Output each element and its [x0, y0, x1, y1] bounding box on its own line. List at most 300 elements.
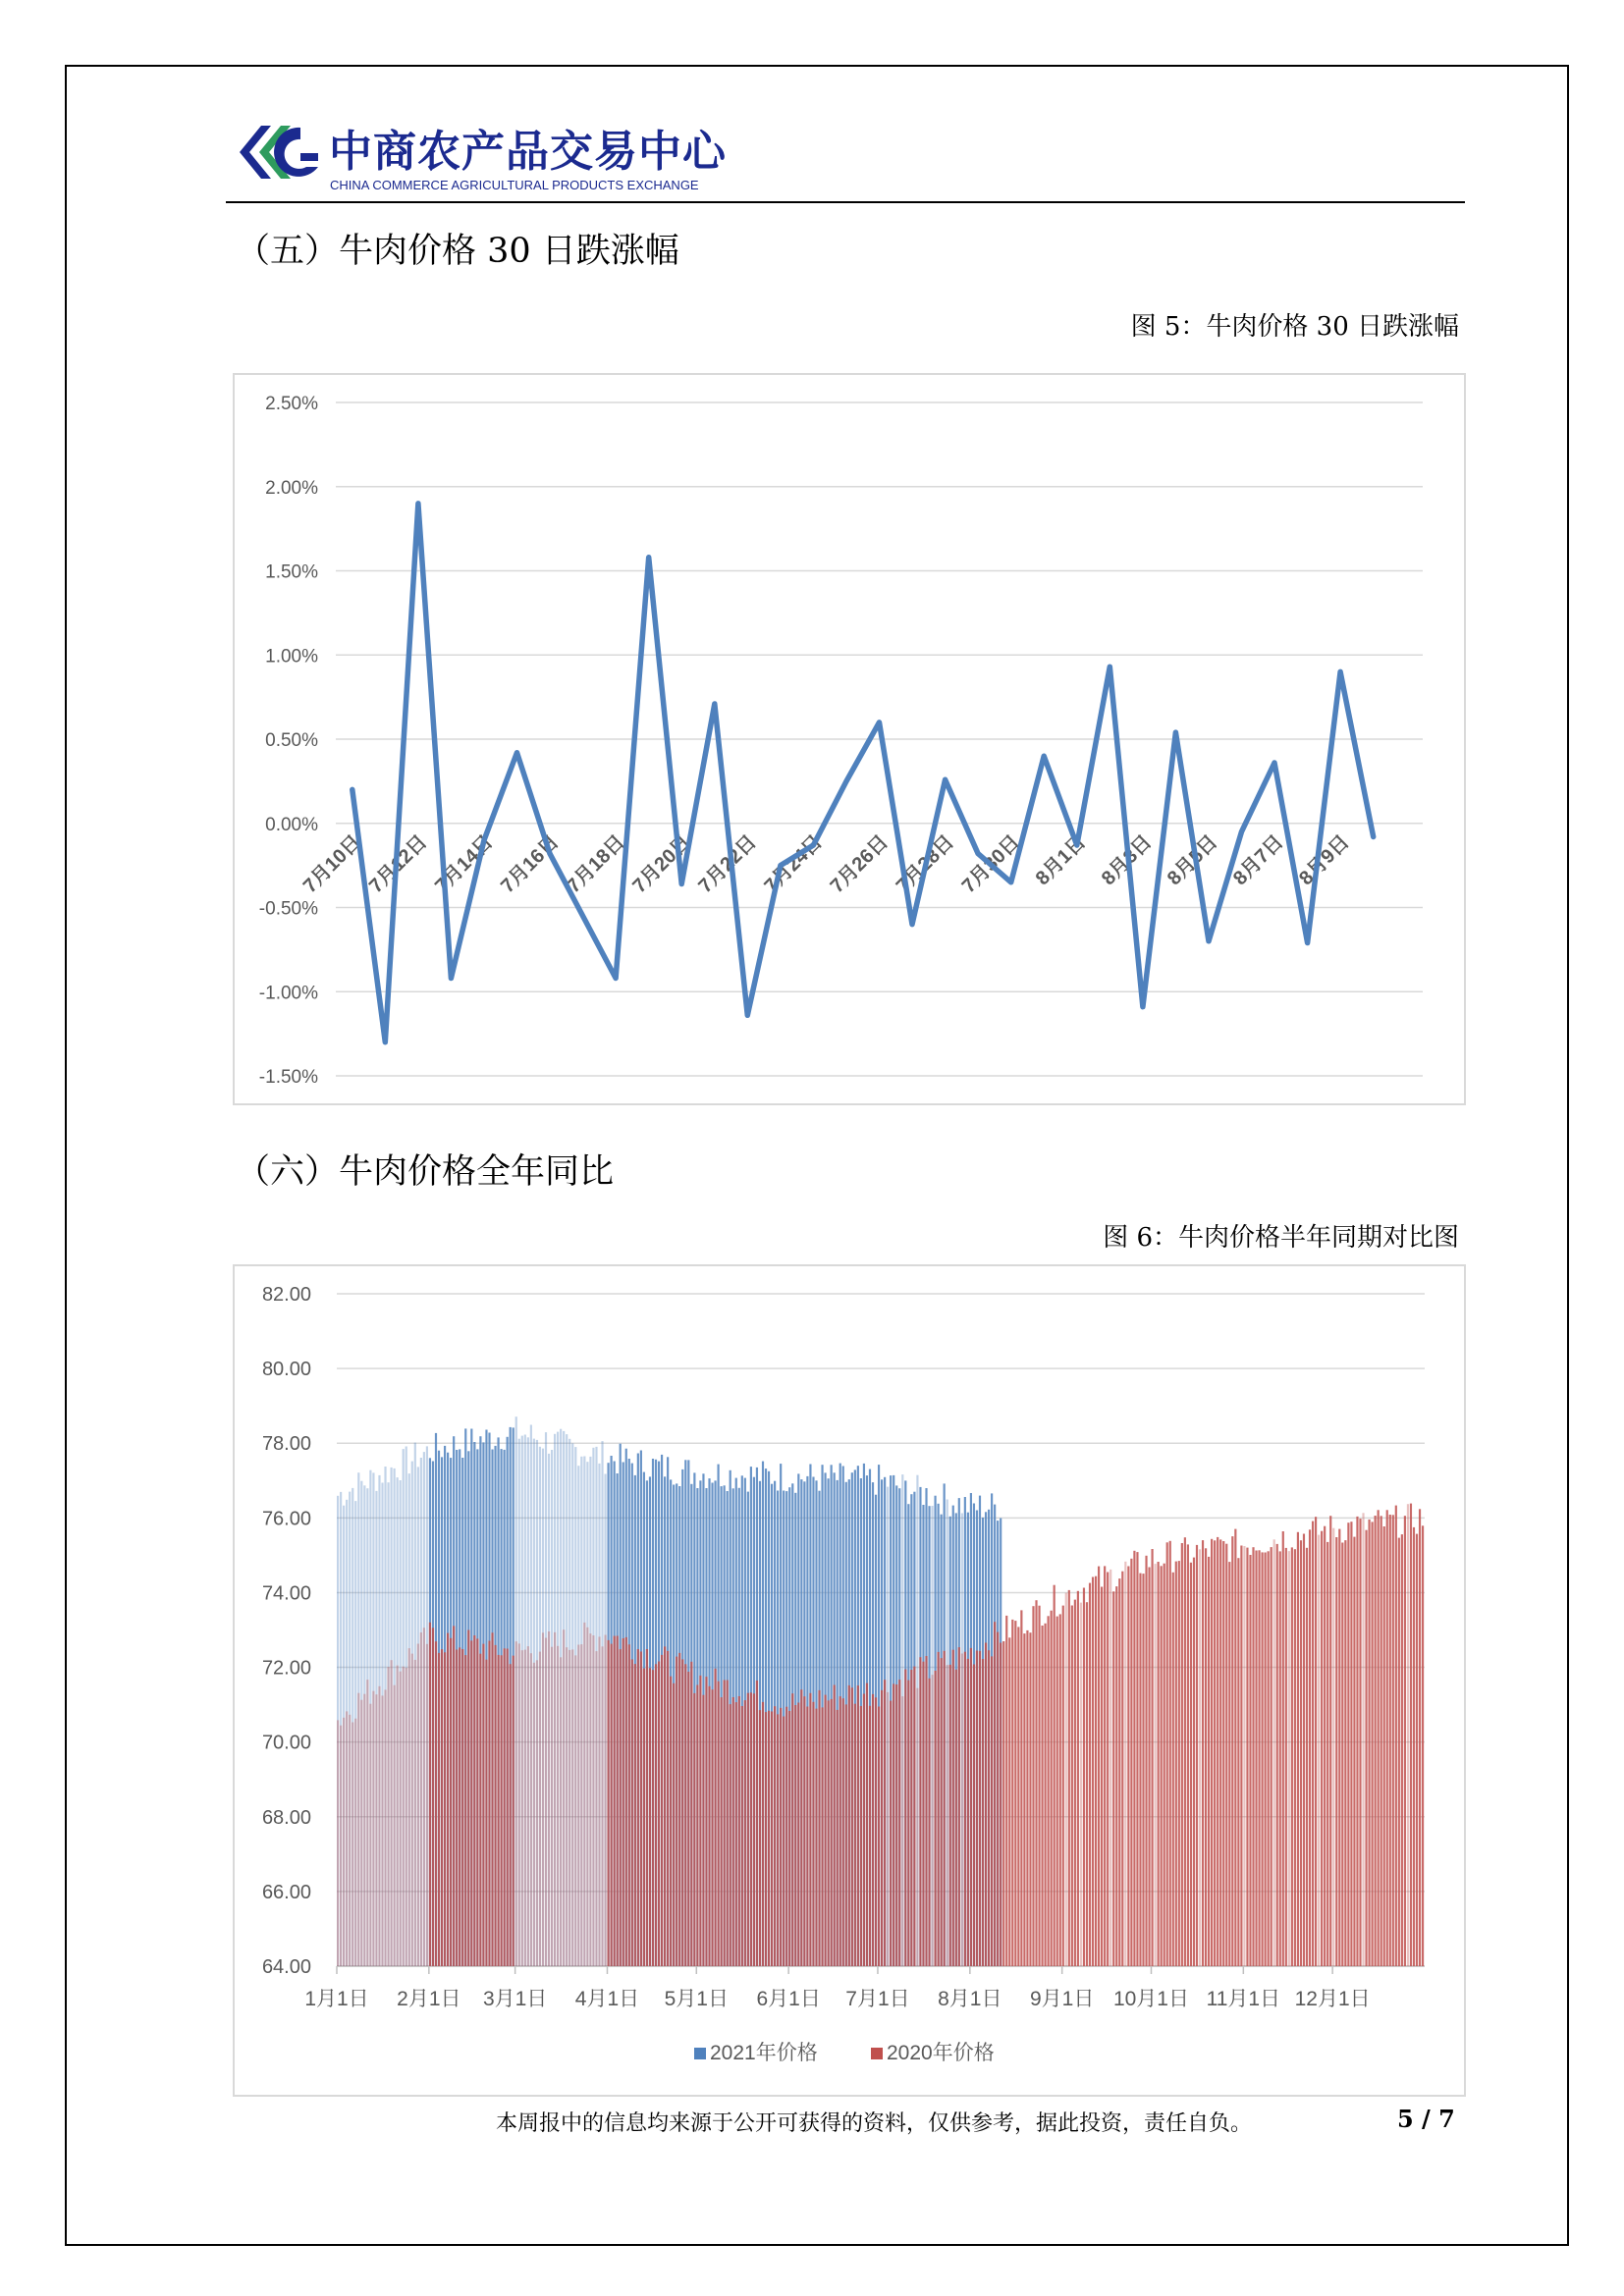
legend-label: 2021年价格: [710, 2042, 818, 2064]
bar: [375, 1694, 377, 1966]
bar: [524, 1650, 526, 1966]
bar: [839, 1696, 841, 1966]
bar: [664, 1646, 666, 1966]
bar: [598, 1636, 600, 1966]
bar: [631, 1659, 633, 1966]
figure5-caption: 图 5：牛肉价格 30 日跌涨幅: [1130, 312, 1459, 342]
bar: [881, 1690, 883, 1966]
bar: [708, 1686, 710, 1966]
x-tick-label: 7月22日: [694, 830, 761, 898]
bar: [1318, 1535, 1320, 1966]
bar: [1045, 1624, 1047, 1966]
bar: [834, 1685, 836, 1967]
header-divider: [226, 201, 1465, 203]
bar: [513, 1656, 514, 1966]
bar: [592, 1635, 594, 1966]
bar: [566, 1647, 568, 1966]
bar: [649, 1668, 651, 1966]
x-tick-label: 12月1日: [1294, 1988, 1371, 2010]
bar: [901, 1696, 903, 1966]
bar: [1383, 1526, 1385, 1966]
bar: [878, 1707, 880, 1967]
bar: [479, 1654, 481, 1966]
bar: [453, 1626, 455, 1966]
bar: [711, 1689, 713, 1966]
bar: [1041, 1626, 1043, 1966]
bar: [1095, 1576, 1097, 1966]
bar: [494, 1645, 496, 1966]
bar: [794, 1705, 796, 1966]
bar: [699, 1676, 701, 1966]
bar: [349, 1715, 351, 1966]
bar: [845, 1704, 847, 1966]
bar: [907, 1681, 909, 1966]
bar: [1110, 1570, 1111, 1966]
bar: [589, 1633, 591, 1966]
bar: [467, 1630, 469, 1967]
bar: [354, 1719, 356, 1966]
bar: [1112, 1591, 1114, 1966]
bar: [530, 1653, 532, 1966]
x-tick-label: 10月1日: [1112, 1988, 1190, 2010]
figure6-chart-frame: [233, 1264, 1466, 2097]
y-tick-label: 78.00: [261, 1433, 311, 1456]
bar: [673, 1683, 675, 1966]
bar: [1285, 1548, 1287, 1966]
bar: [1017, 1627, 1019, 1966]
bar: [518, 1643, 520, 1966]
bar: [1219, 1539, 1221, 1966]
bar: [973, 1665, 975, 1967]
bar: [504, 1648, 506, 1966]
bar: [1199, 1549, 1201, 1966]
bar: [1008, 1637, 1010, 1966]
y-tick-label: 64.00: [261, 1956, 311, 1978]
bar: [574, 1655, 576, 1966]
bar: [1410, 1504, 1412, 1966]
bar: [423, 1628, 425, 1966]
bar: [360, 1700, 362, 1966]
bar: [1246, 1548, 1248, 1966]
bar: [539, 1652, 541, 1966]
bar: [771, 1712, 773, 1967]
bar: [634, 1664, 636, 1966]
bar: [640, 1652, 642, 1967]
bar: [988, 1650, 990, 1966]
bar: [488, 1641, 490, 1967]
bar: [1378, 1510, 1380, 1966]
bar: [1268, 1551, 1270, 1966]
x-tick-label: 7月14日: [431, 830, 498, 898]
bar: [397, 1666, 399, 1966]
x-tick-label: 2月1日: [397, 1988, 461, 2010]
bar: [568, 1650, 570, 1966]
bar: [1392, 1515, 1394, 1966]
bar: [554, 1632, 556, 1966]
bar: [655, 1664, 657, 1966]
bar: [1184, 1537, 1186, 1966]
bar: [1262, 1552, 1264, 1966]
bar: [420, 1632, 422, 1966]
bar: [922, 1662, 924, 1966]
bar: [400, 1672, 402, 1966]
bar: [501, 1655, 503, 1966]
bar: [952, 1650, 954, 1966]
bar: [1196, 1545, 1198, 1966]
bar: [652, 1670, 654, 1966]
bar: [1338, 1529, 1340, 1966]
x-tick-label: 8月1日: [1031, 830, 1091, 890]
bar: [1419, 1509, 1421, 1966]
bar: [1023, 1633, 1025, 1966]
bar: [536, 1660, 538, 1966]
bar: [744, 1700, 746, 1966]
bar: [378, 1686, 380, 1966]
bar: [1029, 1632, 1031, 1966]
bar: [1265, 1553, 1267, 1967]
bar: [718, 1682, 720, 1966]
bar: [1062, 1606, 1064, 1966]
bar: [1121, 1572, 1123, 1966]
x-tick-label: 7月28日: [892, 830, 959, 898]
logo-english-name: CHINA COMMERCE AGRICULTURAL PRODUCTS EXCHANGE: [330, 178, 699, 192]
bar: [828, 1700, 830, 1966]
bar: [1020, 1610, 1022, 1966]
bar: [1288, 1551, 1290, 1966]
figure5-chart-frame: [233, 373, 1466, 1105]
bar: [1124, 1562, 1126, 1966]
bar: [491, 1632, 493, 1966]
bar: [497, 1655, 499, 1966]
bar: [724, 1681, 726, 1967]
bar: [450, 1638, 452, 1966]
bar: [863, 1694, 865, 1967]
bar: [777, 1714, 779, 1966]
y-tick-label: 82.00: [261, 1284, 311, 1306]
bar: [938, 1652, 940, 1966]
bar: [678, 1653, 680, 1966]
bar: [1190, 1563, 1192, 1966]
bar: [967, 1659, 969, 1966]
bar: [887, 1692, 889, 1966]
bar: [1086, 1602, 1088, 1966]
bar: [762, 1702, 764, 1966]
bar: [1071, 1606, 1073, 1967]
bar: [1365, 1530, 1367, 1966]
bar: [884, 1680, 886, 1966]
bar: [693, 1693, 695, 1966]
y-tick-label: 0.50%: [265, 730, 318, 751]
bar: [1356, 1517, 1358, 1966]
y-tick-label: 74.00: [261, 1582, 311, 1605]
bar: [732, 1697, 734, 1966]
bar: [842, 1698, 844, 1966]
bar: [1240, 1546, 1242, 1967]
x-tick-label: 7月12日: [364, 830, 432, 898]
bar: [1169, 1541, 1171, 1966]
bar: [1161, 1566, 1163, 1966]
bar: [551, 1647, 553, 1966]
y-tick-label: 0.00%: [265, 814, 318, 835]
bar: [661, 1655, 663, 1966]
bar: [788, 1711, 790, 1966]
bar: [765, 1712, 767, 1966]
bar: [1329, 1516, 1331, 1966]
bar: [1353, 1537, 1355, 1966]
bar: [340, 1726, 342, 1966]
x-tick-label: 8月3日: [1097, 830, 1157, 890]
bar: [895, 1684, 897, 1966]
figure6-bar-chart: [235, 1266, 1464, 2095]
bar: [783, 1717, 785, 1967]
bar: [812, 1702, 814, 1966]
bar: [586, 1628, 588, 1966]
legend-label: 2020年价格: [887, 2042, 995, 2064]
bar: [542, 1632, 544, 1966]
bar: [1092, 1577, 1094, 1967]
bar: [976, 1651, 978, 1967]
x-tick-label: 8月1日: [938, 1988, 1002, 2010]
bar: [1372, 1522, 1374, 1966]
bar: [1038, 1606, 1040, 1966]
bar: [1101, 1587, 1103, 1967]
bar: [1000, 1643, 1001, 1967]
bar: [854, 1704, 856, 1966]
bar: [607, 1640, 609, 1966]
bar: [1335, 1537, 1337, 1966]
bar: [1026, 1630, 1028, 1966]
bar: [1107, 1573, 1109, 1967]
bar: [1166, 1542, 1168, 1966]
bar: [507, 1649, 509, 1967]
bar: [515, 1641, 517, 1966]
y-tick-label: -1.50%: [258, 1067, 318, 1088]
bar: [1011, 1620, 1013, 1966]
page-number: 5 / 7: [1397, 2105, 1455, 2133]
bar: [366, 1680, 368, 1966]
bar: [1321, 1531, 1323, 1966]
bar: [563, 1629, 565, 1966]
bar: [548, 1631, 550, 1966]
bar: [893, 1683, 894, 1966]
bar: [997, 1632, 999, 1966]
bar: [1225, 1544, 1227, 1966]
y-tick-label: 1.00%: [265, 646, 318, 667]
bar: [1332, 1528, 1334, 1966]
bar: [1115, 1586, 1117, 1966]
bar: [1309, 1529, 1311, 1966]
bar: [545, 1638, 547, 1967]
bar: [785, 1707, 787, 1966]
bar: [1395, 1506, 1397, 1966]
company-logo-icon: [232, 118, 325, 187]
bar: [747, 1693, 749, 1966]
bar: [934, 1671, 936, 1966]
bar: [931, 1675, 933, 1966]
bar: [735, 1702, 737, 1966]
bar: [1303, 1534, 1305, 1967]
bar: [1051, 1611, 1053, 1966]
bar: [1291, 1547, 1293, 1966]
bar: [390, 1660, 392, 1966]
bar: [1217, 1537, 1218, 1966]
x-tick-label: 1月1日: [304, 1988, 369, 2010]
bar: [821, 1707, 823, 1966]
figure5-line-chart: [235, 375, 1464, 1103]
bar: [1413, 1527, 1415, 1966]
bar: [759, 1710, 761, 1966]
bar: [1002, 1641, 1004, 1966]
bar: [1375, 1516, 1377, 1966]
bar: [414, 1660, 416, 1966]
bar: [580, 1644, 582, 1966]
y-tick-label: 76.00: [261, 1508, 311, 1530]
bar: [1416, 1534, 1418, 1966]
bar: [1080, 1603, 1082, 1966]
bar: [577, 1645, 579, 1967]
bar: [1312, 1522, 1314, 1966]
bar: [441, 1649, 443, 1966]
bar: [485, 1660, 487, 1966]
bar: [797, 1703, 799, 1967]
bar: [1142, 1574, 1144, 1966]
bar: [714, 1669, 716, 1966]
bar: [1326, 1542, 1328, 1966]
x-tick-label: 9月1日: [1029, 1988, 1095, 2010]
bar: [1178, 1561, 1180, 1966]
bar: [1065, 1593, 1067, 1966]
bar: [941, 1658, 943, 1966]
bar: [1368, 1520, 1370, 1966]
bar: [928, 1679, 930, 1966]
bar: [1172, 1573, 1174, 1966]
bar: [403, 1667, 405, 1966]
bar: [916, 1688, 918, 1966]
logo-chinese-name: 中商农产品交易中心: [329, 127, 727, 177]
bar: [866, 1683, 868, 1966]
bar: [851, 1687, 853, 1966]
bar: [476, 1638, 478, 1966]
bar: [875, 1697, 877, 1966]
bar: [667, 1651, 669, 1966]
bar: [800, 1689, 802, 1966]
bar: [1181, 1543, 1183, 1966]
x-tick-label: 7月20日: [628, 830, 695, 898]
bar: [435, 1641, 437, 1966]
bar: [727, 1681, 729, 1967]
bar: [958, 1647, 960, 1966]
bar: [803, 1696, 805, 1966]
bar: [1271, 1547, 1272, 1966]
bar: [730, 1704, 731, 1966]
bar: [1252, 1547, 1254, 1966]
bar: [670, 1677, 672, 1966]
bar: [521, 1650, 523, 1966]
x-tick-label: 7月30日: [957, 830, 1025, 898]
section5-title: （五）牛肉价格 30 日跌涨幅: [236, 232, 679, 271]
bar: [1205, 1548, 1207, 1966]
y-tick-label: 72.00: [261, 1657, 311, 1680]
bar: [369, 1704, 371, 1966]
bar: [1306, 1548, 1308, 1966]
bar: [417, 1644, 419, 1967]
bar: [372, 1691, 374, 1966]
bar: [357, 1693, 359, 1966]
bar: [444, 1652, 446, 1966]
bar: [482, 1644, 484, 1966]
bar: [1258, 1550, 1260, 1966]
bar: [464, 1655, 466, 1966]
bar: [738, 1696, 740, 1966]
bar: [1048, 1616, 1050, 1966]
bar: [461, 1649, 463, 1966]
bar: [625, 1637, 627, 1966]
bar: [721, 1697, 723, 1966]
bar: [1324, 1526, 1326, 1966]
bar: [408, 1648, 410, 1966]
bar: [510, 1664, 512, 1966]
bar: [601, 1646, 603, 1966]
bar: [970, 1648, 972, 1966]
bar: [343, 1718, 345, 1966]
bar: [1294, 1549, 1296, 1966]
bar: [1014, 1621, 1016, 1966]
y-tick-label: 66.00: [261, 1881, 311, 1903]
bar: [1398, 1538, 1400, 1966]
bar: [617, 1636, 619, 1967]
bar: [1089, 1583, 1091, 1966]
bar: [1145, 1556, 1147, 1966]
y-tick-label: -0.50%: [258, 898, 318, 920]
bar: [1276, 1544, 1278, 1966]
bar: [1243, 1546, 1245, 1966]
bar: [1389, 1515, 1391, 1966]
bar: [646, 1649, 648, 1966]
bar: [604, 1635, 606, 1967]
bar: [684, 1664, 686, 1966]
bar: [1386, 1510, 1388, 1966]
bar: [394, 1685, 396, 1966]
bar: [628, 1644, 630, 1966]
bar: [774, 1706, 776, 1966]
bar: [1255, 1551, 1257, 1967]
x-tick-label: 4月1日: [574, 1988, 640, 2010]
disclaimer-text: 本周报中的信息均来源于公开可获得的资料，仅供参考，据此投资，责任自负。: [496, 2111, 1253, 2136]
bar: [1237, 1558, 1239, 1966]
x-tick-label: 7月26日: [826, 830, 893, 898]
bar: [560, 1657, 562, 1966]
x-tick-label: 6月1日: [756, 1988, 821, 2010]
bar: [533, 1663, 535, 1966]
x-tick-label: 7月10日: [298, 830, 366, 898]
bar: [860, 1706, 862, 1966]
bar: [687, 1672, 689, 1966]
bar: [991, 1656, 993, 1966]
bar: [964, 1652, 966, 1966]
bar: [690, 1662, 692, 1966]
bar: [611, 1644, 613, 1966]
bar: [1059, 1614, 1061, 1966]
bar: [571, 1649, 573, 1966]
bar: [1083, 1588, 1085, 1967]
bar: [898, 1680, 900, 1966]
bar: [681, 1659, 683, 1966]
bar: [527, 1646, 529, 1966]
bar: [557, 1646, 559, 1966]
bar: [1350, 1522, 1352, 1966]
x-tick-label: 7月18日: [563, 830, 629, 898]
bar: [447, 1633, 449, 1966]
